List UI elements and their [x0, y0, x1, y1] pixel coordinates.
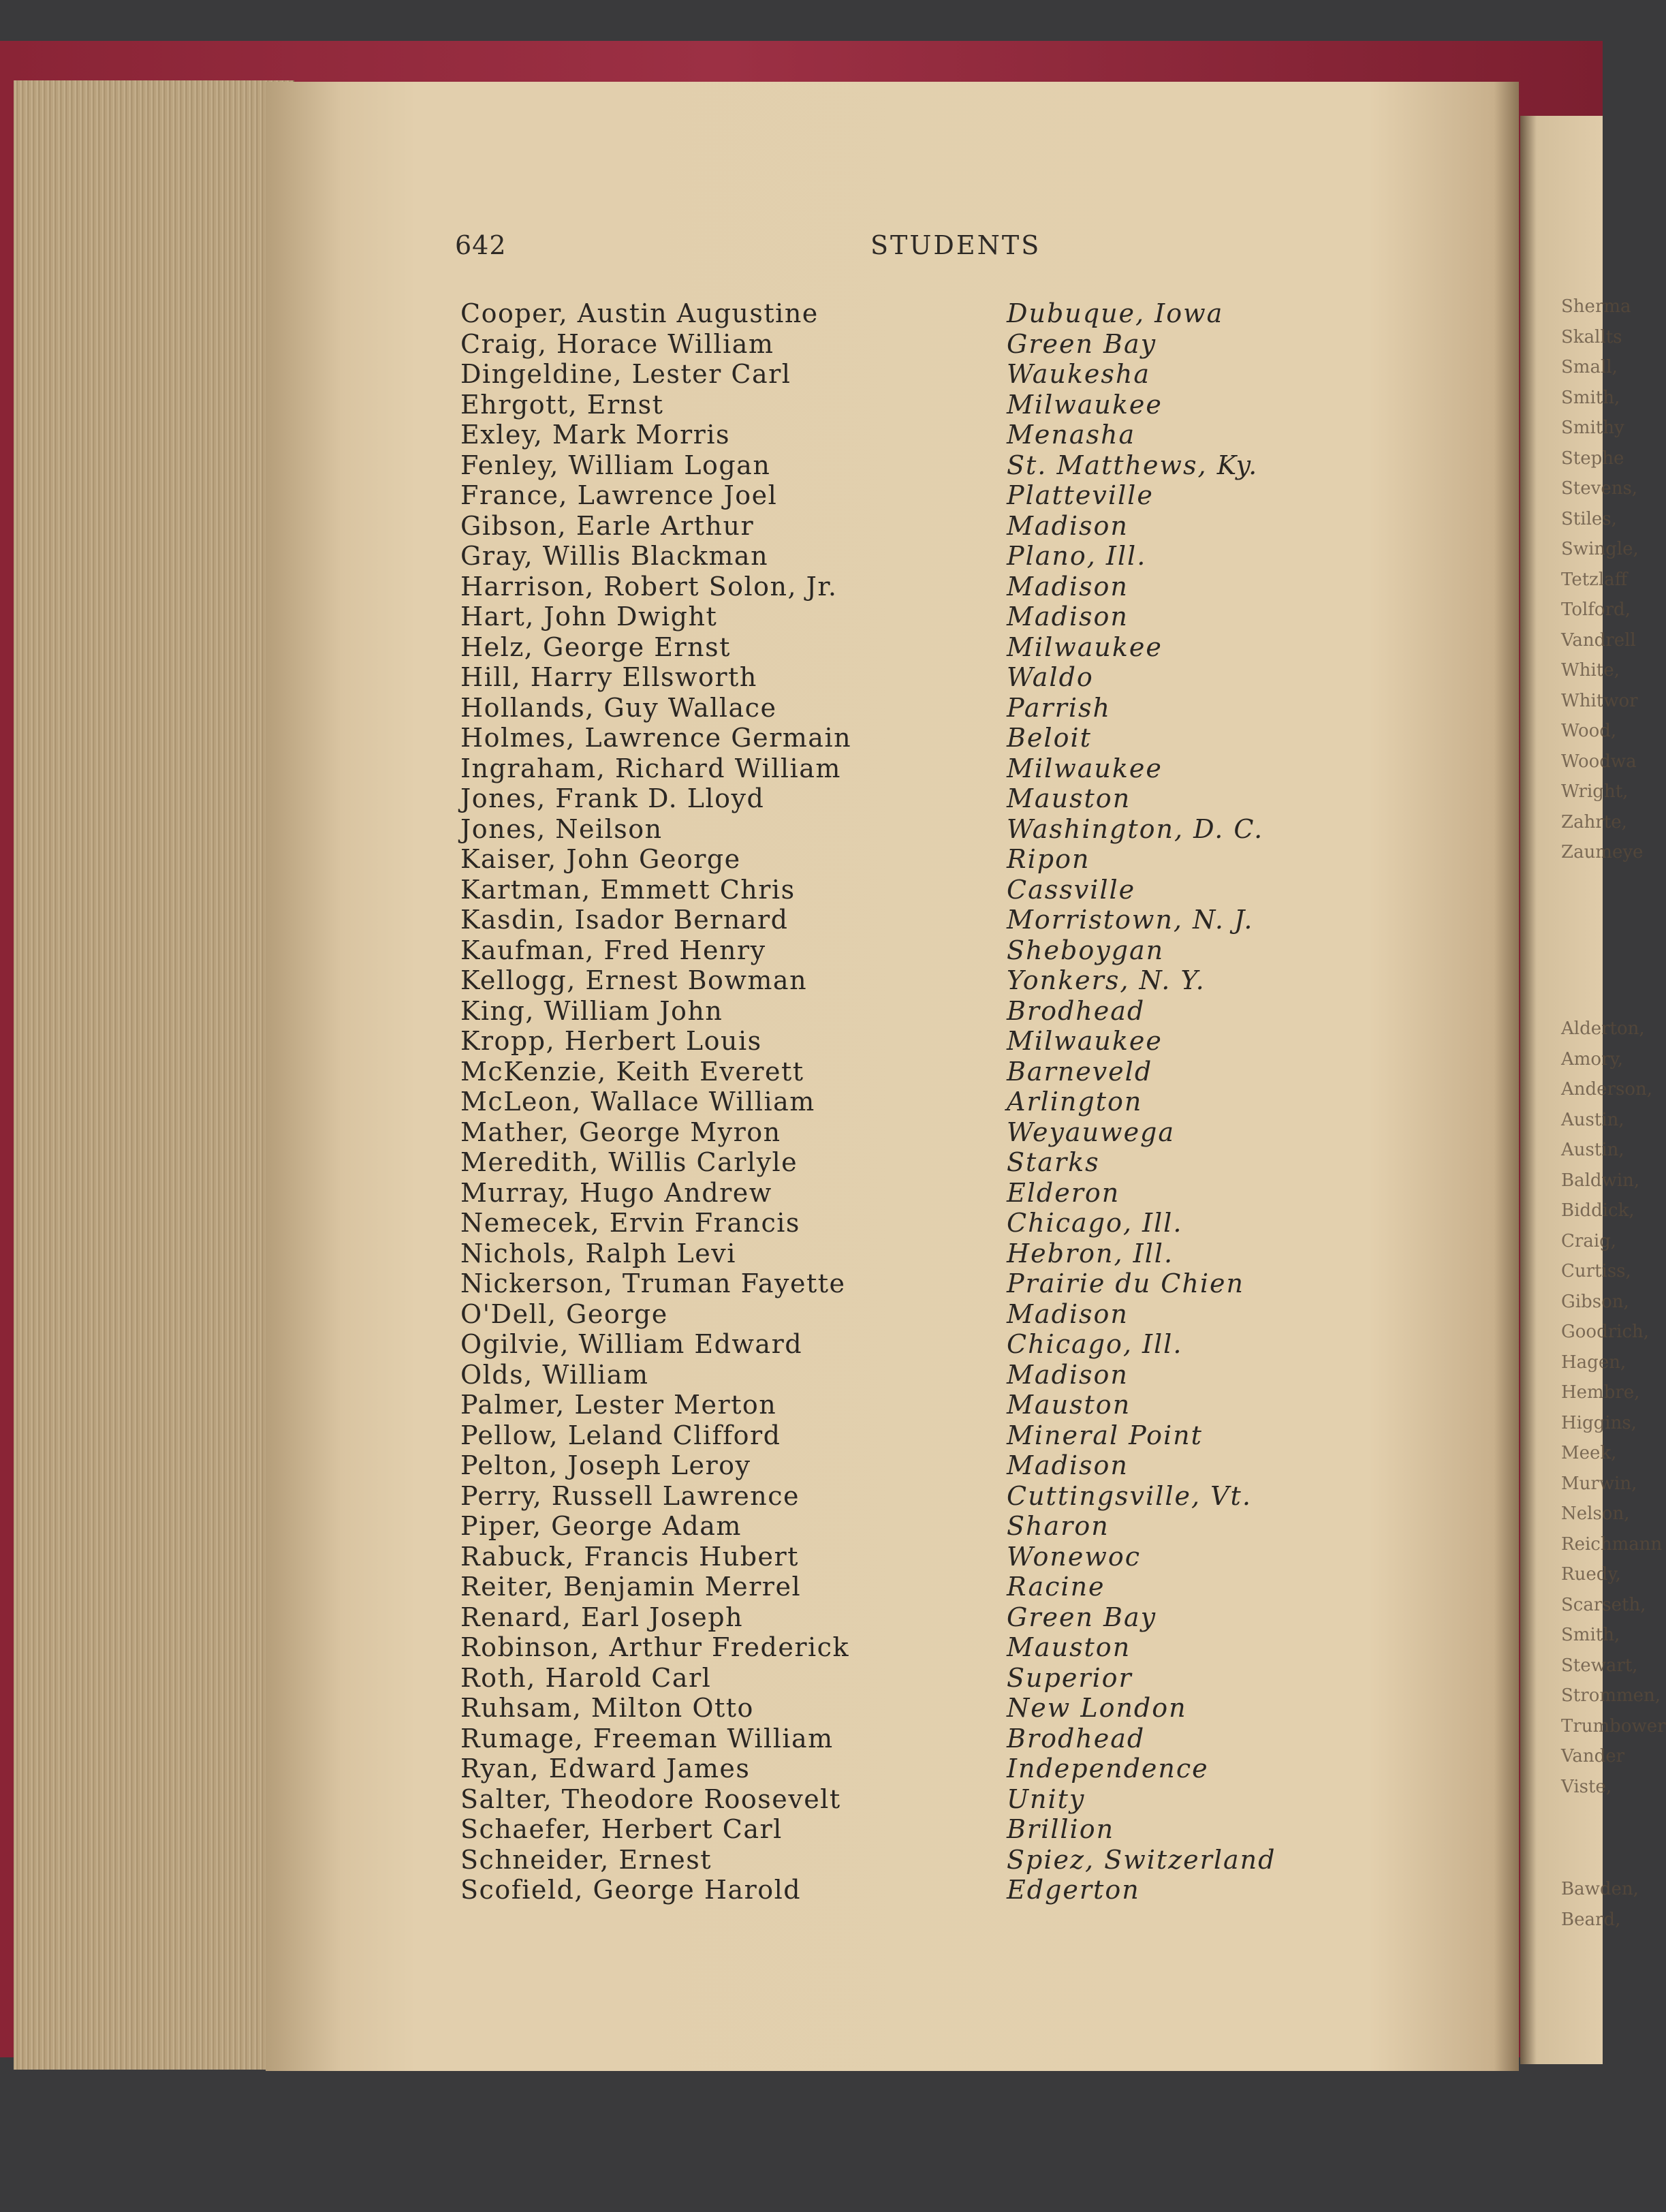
- list-item: [0, 1511, 1603, 1542]
- student-name: Murray, Hugo Andrew: [460, 1177, 772, 1208]
- student-hometown: Racine: [1007, 1572, 1105, 1602]
- list-item: [0, 632, 1603, 663]
- facing-page-fragment: Small,: [1561, 357, 1618, 377]
- student-name: Jones, Neilson: [460, 813, 663, 844]
- student-hometown: Milwaukee: [1007, 632, 1163, 662]
- facing-page-fragment: Higgins,: [1561, 1412, 1637, 1433]
- list-item: [0, 1329, 1603, 1360]
- facing-page-fragment: Baldwin,: [1561, 1170, 1640, 1191]
- page-number: 642: [455, 230, 507, 260]
- list-item: [0, 359, 1603, 390]
- student-name: Rabuck, Francis Hubert: [460, 1541, 799, 1572]
- facing-page-fragment: Austin,: [1561, 1109, 1624, 1130]
- student-hometown: Cassville: [1007, 874, 1136, 905]
- list-item: [0, 1026, 1603, 1057]
- student-name: Piper, George Adam: [460, 1511, 742, 1541]
- student-name: Roth, Harold Carl: [460, 1662, 712, 1693]
- student-hometown: Waukesha: [1007, 359, 1151, 389]
- running-head: [0, 230, 1603, 264]
- student-name: King, William John: [460, 995, 723, 1026]
- student-hometown: Milwaukee: [1007, 753, 1163, 783]
- student-hometown: Beloit: [1007, 723, 1092, 753]
- student-hometown: Madison: [1007, 602, 1129, 632]
- facing-page-fragment: Reichmann: [1561, 1533, 1663, 1555]
- student-name: Schneider, Ernest: [460, 1844, 712, 1875]
- student-name: Kartman, Emmett Chris: [460, 874, 796, 905]
- student-hometown: Mineral Point: [1007, 1420, 1203, 1450]
- student-name: Schaefer, Herbert Carl: [460, 1814, 783, 1844]
- list-item: [0, 1117, 1603, 1148]
- student-name: France, Lawrence Joel: [460, 480, 778, 510]
- facing-page-fragment: Goodrich,: [1561, 1322, 1650, 1342]
- student-hometown: Prairie du Chien: [1007, 1268, 1244, 1298]
- student-name: Ogilvie, William Edward: [460, 1329, 803, 1359]
- student-hometown: Sharon: [1007, 1511, 1110, 1541]
- student-name: Perry, Russell Lawrence: [460, 1480, 800, 1511]
- list-item: [0, 420, 1603, 450]
- student-hometown: Waldo: [1007, 662, 1094, 692]
- list-item: [0, 390, 1603, 420]
- student-name: Pelton, Joseph Leroy: [460, 1450, 751, 1480]
- student-hometown: Mauston: [1007, 1390, 1131, 1420]
- student-name: Hart, John Dwight: [460, 602, 718, 632]
- list-item: [0, 1087, 1603, 1117]
- list-item: [0, 1420, 1603, 1451]
- facing-page-fragment: Vander: [1561, 1746, 1625, 1766]
- list-item: [0, 1360, 1603, 1390]
- student-hometown: Sheboygan: [1007, 935, 1165, 965]
- facing-page-fragment: Hembre,: [1561, 1382, 1640, 1403]
- student-hometown: Mauston: [1007, 783, 1131, 813]
- student-name: Harrison, Robert Solon, Jr.: [460, 571, 838, 602]
- student-hometown: Weyauwega: [1007, 1117, 1176, 1147]
- list-item: [0, 541, 1603, 572]
- student-name: Ryan, Edward James: [460, 1754, 751, 1783]
- student-hometown: Parrish: [1007, 692, 1111, 723]
- student-hometown: Superior: [1007, 1662, 1133, 1693]
- list-item: [0, 1147, 1603, 1178]
- student-name: Ehrgott, Ernst: [460, 389, 664, 420]
- student-name: Kaiser, John George: [460, 844, 741, 874]
- list-item: [0, 480, 1603, 511]
- list-item: [0, 1208, 1603, 1239]
- list-item: [0, 1450, 1603, 1481]
- student-name: Nemecek, Ervin Francis: [460, 1208, 800, 1238]
- student-hometown: Unity: [1007, 1783, 1086, 1814]
- facing-page-fragment: Amory,: [1561, 1048, 1624, 1070]
- facing-page-fragment: Biddick,: [1561, 1200, 1635, 1221]
- list-item: [0, 298, 1603, 329]
- student-name: Helz, George Ernst: [460, 632, 731, 662]
- student-hometown: New London: [1007, 1693, 1187, 1723]
- student-hometown: Menasha: [1007, 420, 1136, 450]
- student-name: Olds, William: [460, 1359, 649, 1390]
- student-name: McKenzie, Keith Everett: [460, 1056, 804, 1087]
- student-hometown: Chicago, Ill.: [1007, 1329, 1183, 1359]
- student-hometown: Arlington: [1007, 1087, 1143, 1117]
- student-hometown: Dubuque, Iowa: [1007, 298, 1224, 328]
- list-item: [0, 935, 1603, 966]
- list-item: [0, 875, 1603, 905]
- student-name: Kaufman, Fred Henry: [460, 935, 766, 965]
- list-item: [0, 1724, 1603, 1754]
- student-hometown: Madison: [1007, 510, 1129, 541]
- student-name: Scofield, George Harold: [460, 1875, 802, 1905]
- list-item: [0, 1784, 1603, 1815]
- facing-page-fragment: Strommen,: [1561, 1685, 1661, 1706]
- list-item: [0, 1057, 1603, 1087]
- list-item: [0, 1239, 1603, 1269]
- list-item: [0, 1754, 1603, 1784]
- list-item: [0, 753, 1603, 784]
- facing-page-fragment: Swingle,: [1561, 539, 1639, 559]
- student-name: Hollands, Guy Wallace: [460, 692, 777, 723]
- student-hometown: Madison: [1007, 1298, 1129, 1329]
- facing-page-fragment: Stewart,: [1561, 1655, 1638, 1676]
- student-hometown: Platteville: [1007, 480, 1154, 510]
- list-item: [0, 693, 1603, 723]
- section-title: STUDENTS: [870, 230, 1041, 260]
- list-item: [0, 1875, 1603, 1905]
- student-name: Holmes, Lawrence Germain: [460, 723, 852, 753]
- facing-page-fragment: Bawden,: [1561, 1879, 1639, 1899]
- list-item: [0, 783, 1603, 814]
- student-hometown: Brodhead: [1007, 995, 1146, 1026]
- list-item: [0, 1542, 1603, 1572]
- student-name: Palmer, Lester Merton: [460, 1390, 777, 1420]
- student-name: Renard, Earl Joseph: [460, 1602, 744, 1632]
- facing-page-fragment: Wood,: [1561, 721, 1617, 741]
- facing-page-fragment: Smith,: [1561, 1625, 1620, 1645]
- student-hometown: Brodhead: [1007, 1723, 1146, 1754]
- list-item: [0, 1845, 1603, 1875]
- facing-page-fragment: Sherma: [1561, 296, 1631, 317]
- facing-page-fragment: Stiles,: [1561, 508, 1617, 529]
- student-name: Kropp, Herbert Louis: [460, 1026, 762, 1056]
- list-item: [0, 329, 1603, 360]
- list-item: [0, 1663, 1603, 1694]
- student-name: Meredith, Willis Carlyle: [460, 1147, 798, 1177]
- student-hometown: Milwaukee: [1007, 389, 1163, 420]
- student-name: Ingraham, Richard William: [460, 753, 841, 783]
- list-item: [0, 905, 1603, 935]
- student-name: Craig, Horace William: [460, 328, 774, 359]
- list-item: [0, 572, 1603, 602]
- student-hometown: Madison: [1007, 571, 1129, 602]
- student-hometown: Independence: [1007, 1754, 1209, 1783]
- facing-page-fragment: Craig,: [1561, 1230, 1617, 1251]
- student-name: Nichols, Ralph Levi: [460, 1238, 736, 1268]
- student-hometown: Cuttingsville, Vt.: [1007, 1480, 1252, 1511]
- student-hometown: Plano, Ill.: [1007, 541, 1147, 571]
- facing-page-fragment: Zahrte,: [1561, 811, 1627, 832]
- list-item: [0, 844, 1603, 875]
- facing-page-fragment: Tolford,: [1561, 599, 1631, 620]
- facing-page-fragment: Tetzlaff: [1561, 569, 1628, 590]
- list-item: [0, 723, 1603, 753]
- student-hometown: Edgerton: [1007, 1875, 1140, 1905]
- student-list: [0, 298, 1603, 1905]
- student-hometown: Starks: [1007, 1147, 1100, 1177]
- student-name: Hill, Harry Ellsworth: [460, 662, 757, 692]
- student-hometown: St. Matthews, Ky.: [1007, 450, 1259, 480]
- list-item: [0, 1632, 1603, 1663]
- list-item: [0, 1693, 1603, 1724]
- facing-page-fragment: Curtiss,: [1561, 1261, 1631, 1281]
- facing-page-fragment: Smithy: [1561, 418, 1624, 438]
- list-item: [0, 602, 1603, 632]
- student-hometown: Chicago, Ill.: [1007, 1208, 1183, 1238]
- student-hometown: Madison: [1007, 1450, 1129, 1480]
- facing-page-fragment: Stevens,: [1561, 478, 1638, 499]
- facing-page-fragment: Murwin,: [1561, 1473, 1637, 1494]
- student-hometown: Green Bay: [1007, 328, 1157, 359]
- student-name: Exley, Mark Morris: [460, 420, 730, 450]
- student-hometown: Green Bay: [1007, 1602, 1157, 1632]
- facing-page-fragment: Gibson,: [1561, 1291, 1629, 1312]
- list-item: [0, 1178, 1603, 1209]
- list-item: [0, 511, 1603, 542]
- list-item: [0, 965, 1603, 996]
- student-name: Dingeldine, Lester Carl: [460, 359, 791, 389]
- list-item: [0, 1390, 1603, 1420]
- student-name: Gibson, Earle Arthur: [460, 510, 755, 541]
- student-name: O'Dell, George: [460, 1298, 668, 1329]
- facing-page-fragment: Anderson,: [1561, 1079, 1652, 1100]
- student-name: Robinson, Arthur Frederick: [460, 1632, 849, 1662]
- student-hometown: Morristown, N. J.: [1007, 905, 1254, 935]
- facing-page-fragment: Stephe: [1561, 448, 1624, 469]
- student-hometown: Wonewoc: [1007, 1541, 1142, 1572]
- student-name: Kasdin, Isador Bernard: [460, 905, 789, 935]
- student-name: Reiter, Benjamin Merrel: [460, 1572, 802, 1602]
- student-name: Kellogg, Ernest Bowman: [460, 965, 808, 995]
- list-item: [0, 450, 1603, 481]
- student-hometown: Milwaukee: [1007, 1026, 1163, 1056]
- facing-page-fragment: Scarseth,: [1561, 1594, 1646, 1615]
- facing-page-fragment: Whitwor: [1561, 690, 1638, 711]
- student-hometown: Elderon: [1007, 1177, 1120, 1208]
- facing-page-fragment: Skallts: [1561, 326, 1622, 347]
- list-item: [0, 1572, 1603, 1602]
- student-hometown: Ripon: [1007, 844, 1090, 874]
- list-item: [0, 1814, 1603, 1845]
- list-item: [0, 1481, 1603, 1512]
- student-hometown: Barneveld: [1007, 1056, 1153, 1087]
- list-item: [0, 1602, 1603, 1633]
- facing-page-fragment: Zaumeye: [1561, 842, 1644, 862]
- list-item: [0, 814, 1603, 845]
- list-item: [0, 996, 1603, 1027]
- student-hometown: Spiez, Switzerland: [1007, 1844, 1276, 1875]
- facing-page-fragment: Hagen,: [1561, 1352, 1626, 1373]
- student-name: Jones, Frank D. Lloyd: [460, 783, 765, 813]
- facing-page-fragment: Ruedy,: [1561, 1564, 1621, 1585]
- student-name: Ruhsam, Milton Otto: [460, 1693, 754, 1723]
- facing-page-fragment: Smith,: [1561, 387, 1620, 408]
- facing-page-fragment: Alderton,: [1561, 1018, 1645, 1039]
- facing-page-fragment: Viste,: [1561, 1776, 1612, 1797]
- facing-page-fragment: Vandrell: [1561, 629, 1636, 651]
- student-name: Gray, Willis Blackman: [460, 541, 769, 571]
- student-name: Fenley, William Logan: [460, 450, 771, 480]
- list-item: [0, 1299, 1603, 1330]
- facing-page-fragment: Wright,: [1561, 781, 1629, 802]
- student-hometown: Mauston: [1007, 1632, 1131, 1662]
- student-name: Nickerson, Truman Fayette: [460, 1268, 846, 1298]
- list-item: [0, 662, 1603, 693]
- student-name: Salter, Theodore Roosevelt: [460, 1783, 841, 1814]
- facing-page-fragment: Meek,: [1561, 1443, 1617, 1463]
- facing-page-fragment: White,: [1561, 660, 1620, 681]
- facing-page-fragment: Trumbower: [1561, 1715, 1666, 1736]
- list-item: [0, 1268, 1603, 1299]
- student-hometown: Yonkers, N. Y.: [1007, 965, 1206, 995]
- student-name: Cooper, Austin Augustine: [460, 298, 819, 328]
- facing-page-fragment: Nelson,: [1561, 1504, 1630, 1524]
- student-name: Pellow, Leland Clifford: [460, 1420, 781, 1450]
- facing-page-fragment: Beard,: [1561, 1909, 1621, 1930]
- student-name: Mather, George Myron: [460, 1117, 781, 1147]
- student-hometown: Hebron, Ill.: [1007, 1238, 1174, 1268]
- student-name: McLeon, Wallace William: [460, 1087, 815, 1117]
- facing-page-fragment: Woodwa: [1561, 751, 1637, 772]
- facing-page-fragment: Austin,: [1561, 1140, 1624, 1160]
- student-hometown: Washington, D. C.: [1007, 813, 1264, 844]
- student-hometown: Madison: [1007, 1359, 1129, 1390]
- student-hometown: Brillion: [1007, 1814, 1115, 1844]
- student-name: Rumage, Freeman William: [460, 1723, 834, 1754]
